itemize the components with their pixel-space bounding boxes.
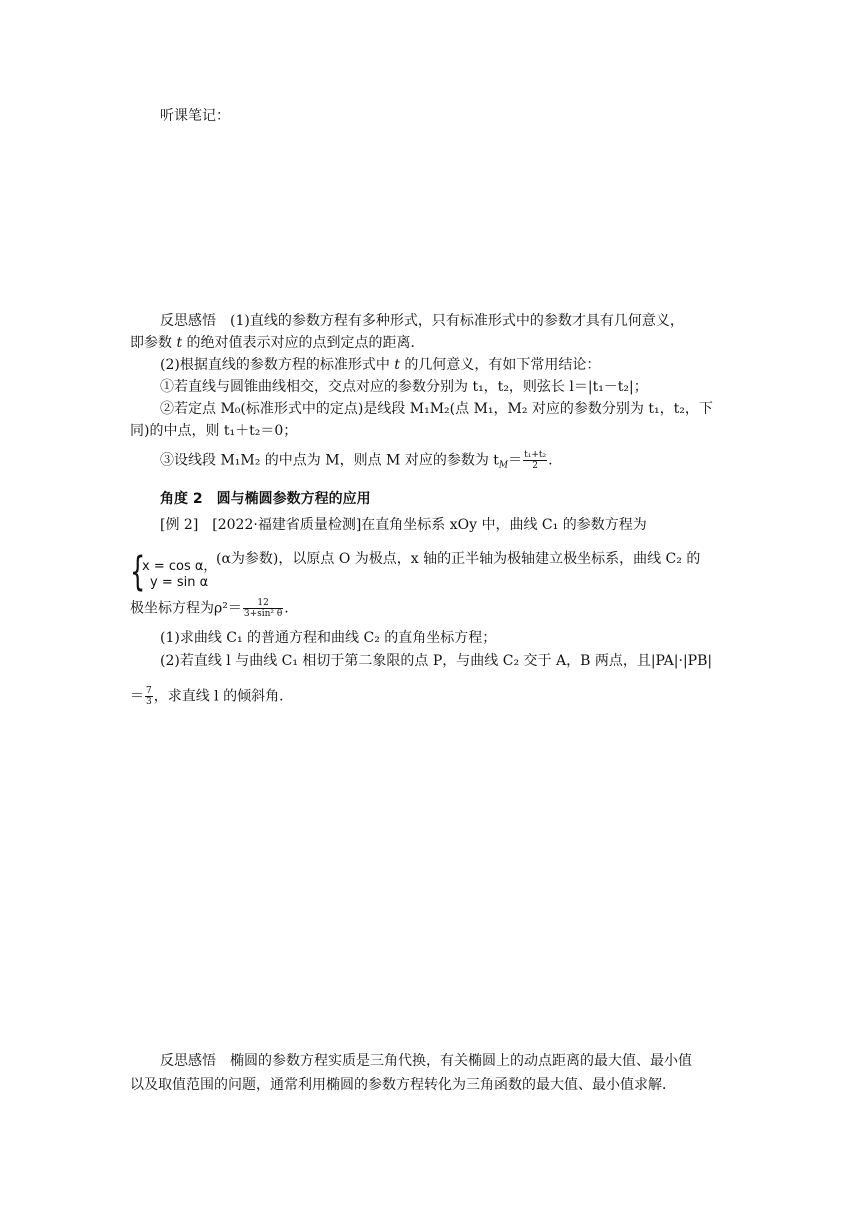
- example-after-system: (α为参数)，以原点 O 为极点，x 轴的正半轴为极轴建立极坐标系，曲线 C₂ 的: [216, 551, 701, 567]
- reflection1-line6: 同)的中点，则 t₁＋t₂＝0；: [130, 423, 298, 439]
- reflection1-line5: ②若定点 M₀(标准形式中的定点)是线段 M₁M₂(点 M₁，M₂ 对应的参数分别为 t₁，t₂，下: [160, 401, 713, 417]
- system-row-1: x = cos α，: [142, 559, 217, 574]
- notes-title: 听课笔记：: [160, 108, 230, 124]
- polar-fraction: $\frac{12}{\text{3+sin² θ}}$: [243, 598, 283, 619]
- question-2: (2)若直线 l 与曲线 C₁ 相切于第二象限的点 P，与曲线 C₂ 交于 A，B 两点，且|PA|·|PB|: [160, 653, 713, 669]
- question-2-cont: ＝ $\frac{7}{3}$ ，求直线 l 的倾斜角．: [130, 686, 294, 707]
- reflection1-line4: ①若直线与圆锥曲线相交，交点对应的参数分别为 t₁，t₂，则弦长 l＝|t₁－t₂|；: [160, 379, 648, 395]
- ratio-fraction: $\frac{7}{3}$: [146, 686, 152, 707]
- angle-heading: 角度 2 圆与椭圆参数方程的应用: [160, 491, 371, 507]
- reflection2-line1: 反思感悟 椭圆的参数方程实质是三角代换，有关椭圆上的动点距离的最大值、最小值: [160, 1053, 692, 1069]
- midpoint-fraction: $\frac{\text{t₁+t₂}}{2}$: [524, 450, 547, 471]
- reflection1-line3: (2)根据直线的参数方程的标准形式中 t 的几何意义，有如下常用结论：: [160, 357, 601, 373]
- reflection1-line7: ③设线段 M₁M₂ 的中点为 M，则点 M 对应的参数为 $t_M=$ $\frac{\text{t₁+t₂}}{2}$ .: [160, 450, 553, 471]
- system-row-2: y = sin α: [150, 575, 209, 590]
- question-1: (1)求曲线 C₁ 的普通方程和曲线 C₂ 的直角坐标方程；: [160, 630, 497, 646]
- example-label: [例 2] [2022·福建省质量检测]在直角坐标系 xOy 中，曲线 C₁ 的参数方程为: [160, 517, 647, 533]
- polar-equation: 极坐标方程为ρ²＝ $\frac{12}{\text{3+sin² θ}}$ .: [130, 598, 289, 619]
- reflection1-line2: 即参数 t 的绝对值表示对应的点到定点的距离．: [130, 335, 425, 351]
- reflection2-line2: 以及取值范围的问题，通常利用椭圆的参数方程转化为三角函数的最大值、最小值求解．: [130, 1077, 676, 1093]
- reflection1-line1: 反思感悟 (1)直线的参数方程有多种形式，只有标准形式中的参数才具有几何意义，: [160, 313, 684, 329]
- brace-icon: {: [130, 549, 146, 595]
